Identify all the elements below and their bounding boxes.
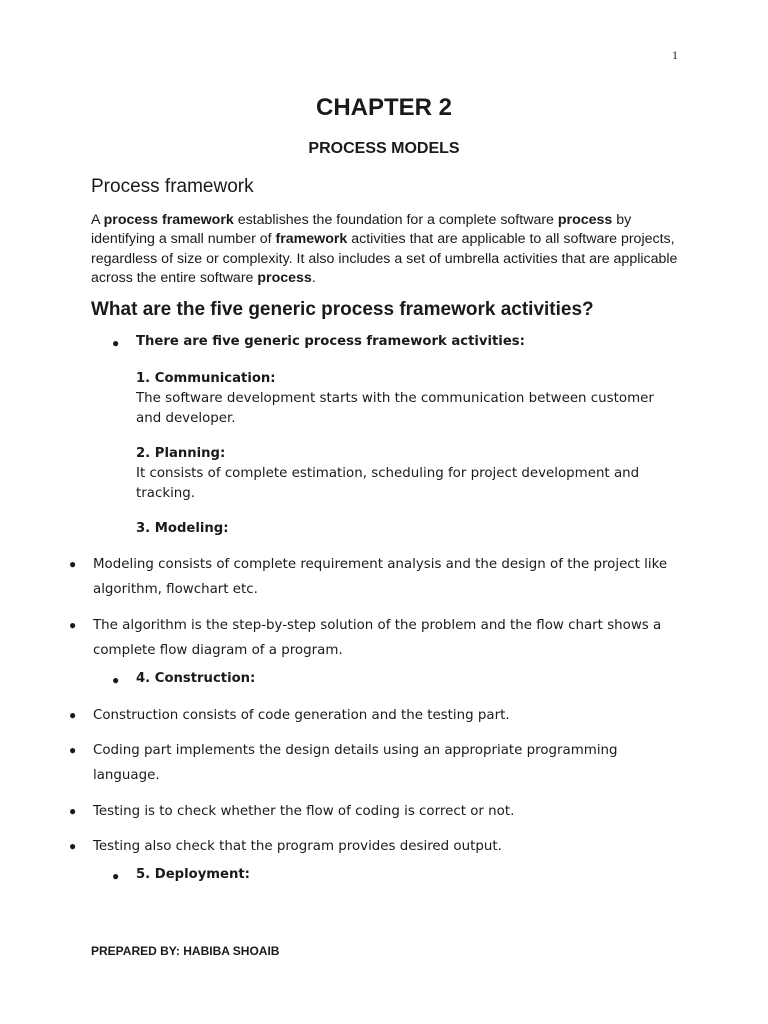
section-heading-process-framework: Process framework	[91, 176, 254, 197]
modeling-title: 3. Modeling:	[136, 521, 229, 536]
communication-title: 1. Communication:	[136, 371, 276, 386]
modeling-bullet: Modeling consists of complete requirement analysis and the design of the project like algorithm, flowchart etc.	[93, 557, 668, 597]
construction-bullet: Testing is to check whether the flow of coding is correct or not.	[93, 804, 515, 819]
construction-bullet: Construction consists of code generation and the testing part.	[93, 708, 510, 723]
bullet-icon: ●	[69, 618, 77, 632]
bullet-icon: ●	[69, 839, 77, 853]
bullet-icon: ●	[112, 673, 120, 687]
intro-text: A	[91, 212, 104, 228]
intro-bold-term: process	[557, 212, 613, 228]
intro-bold-term: framework	[275, 231, 348, 248]
intro-paragraph	[91, 211, 691, 288]
construction-bullet: Coding part implements the design details using an appropriate programming language.	[93, 743, 618, 783]
page-number: 1	[672, 48, 678, 62]
chapter-title: CHAPTER 2	[315, 94, 453, 121]
planning-text: It consists of complete estimation, scheduling for project development and tracking.	[136, 466, 640, 501]
intro-text: activities that are applicable to all software projects, regardless of size or complexity. It also includes a set of umbrella activities that are applicable across the entire software	[91, 231, 678, 286]
intro-bold-term: process	[257, 269, 312, 286]
bullet-icon: ●	[69, 743, 77, 757]
planning-title: 2. Planning:	[136, 446, 226, 461]
communication-text: The software development starts with the communication between customer and developer.	[136, 391, 654, 426]
section-heading-five-activities: What are the five generic process framework activities?	[91, 299, 594, 320]
footer-prepared-by: PREPARED BY: HABIBA SHOAIB	[91, 944, 280, 958]
intro-text: by identifying a small number of	[91, 212, 632, 248]
bullet-icon: ●	[112, 869, 120, 883]
chapter-subtitle: PROCESS MODELS	[308, 140, 460, 157]
lead-bullet-text: There are five generic process framework activities:	[136, 334, 525, 349]
bullet-icon: ●	[69, 708, 77, 722]
construction-bullet: Testing also check that the program provides desired output.	[93, 839, 502, 854]
deployment-title: 5. Deployment:	[136, 867, 250, 882]
bullet-icon: ●	[112, 336, 120, 350]
construction-title: 4. Construction:	[136, 671, 256, 686]
bullet-icon: ●	[69, 557, 77, 571]
bullet-icon: ●	[69, 804, 77, 818]
modeling-bullet: The algorithm is the step-by-step solution of the problem and the flow chart shows a complete flow diagram of a program.	[93, 618, 662, 658]
intro-text: .	[311, 269, 316, 286]
intro-bold-term: process framework	[103, 212, 234, 228]
intro-text: establishes the foundation for a complete software	[233, 212, 558, 228]
